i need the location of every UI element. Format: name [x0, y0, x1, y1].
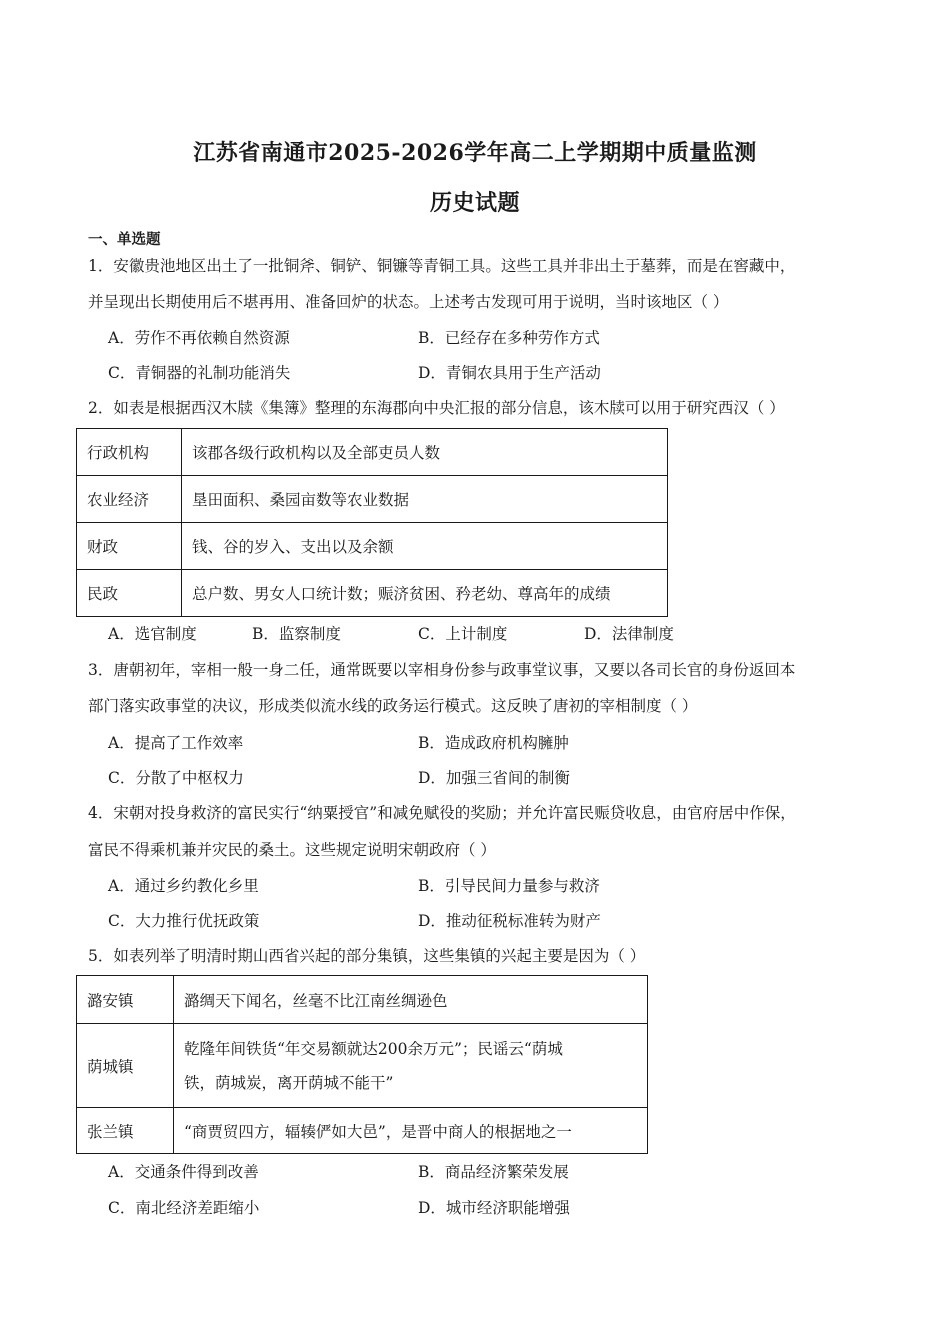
q3-option-d: D．加强三省间的制衡: [418, 769, 570, 787]
question-2-line-1: 2．如表是根据西汉木牍《集簿》整理的东海郡向中央汇报的部分信息，该木牍可以用于研究西汉（ ）: [88, 399, 785, 417]
table-cell-content: 该郡各级行政机构以及全部吏员人数: [182, 429, 668, 476]
q4-option-b: B．引导民间力量参与救济: [418, 877, 600, 895]
q1-option-d: D．青铜农具用于生产活动: [418, 364, 601, 382]
table-cell-content: 垦田面积、桑园亩数等农业数据: [182, 476, 668, 523]
table-row: [77, 523, 668, 570]
table-row: [77, 976, 648, 1024]
q2-option-a: A．选官制度: [108, 625, 197, 643]
q2-option-b: B．监察制度: [252, 625, 341, 643]
page-subtitle: 历史试题: [429, 190, 520, 216]
table-cell-content: 总户数、男女人口统计数；赈济贫困、矜老幼、尊高年的成绩: [182, 570, 668, 617]
q5-option-d: D．城市经济职能增强: [418, 1199, 570, 1217]
table-row: [77, 476, 668, 523]
table-cell-content: [174, 1024, 648, 1108]
question-1-line-1: 1．安徽贵池地区出土了一批铜斧、铜铲、铜镰等青铜工具。这些工具并非出土于墓葬，而是在窖藏中，: [88, 257, 796, 275]
table-cell-label: 行政机构: [77, 429, 182, 476]
question-4-line-2: 富民不得乘机兼并灾民的桑土。这些规定说明宋朝政府（ ）: [88, 841, 496, 859]
table-row: [77, 1108, 648, 1154]
table-cell-content: 钱、谷的岁入、支出以及余额: [182, 523, 668, 570]
question-5-line-1: 5．如表列举了明清时期山西省兴起的部分集镇，这些集镇的兴起主要是因为（ ）: [88, 947, 646, 965]
table-row: [77, 1024, 648, 1108]
q4-option-c: C．大力推行优抚政策: [108, 912, 260, 930]
table-cell-line: 乾隆年间铁货“年交易额就达200余万元”；民谣云“荫城: [184, 1039, 563, 1058]
question-3-line-2: 部门落实政事堂的决议，形成类似流水线的政务运行模式。这反映了唐初的宰相制度（ ）: [88, 697, 698, 715]
q2-option-c: C．上计制度: [418, 625, 508, 643]
page-title: 江苏省南通市2025-2026学年高二上学期期中质量监测: [193, 140, 757, 166]
table-row: [77, 570, 668, 617]
question-4-line-1: 4．宋朝对投身救济的富民实行“纳粟授官”和减免赋役的奖励；并允许富民赈贷收息，由官府居中作保，: [88, 804, 796, 822]
table-cell-label: 农业经济: [77, 476, 182, 523]
table-row: [77, 429, 668, 476]
q5-option-b: B．商品经济繁荣发展: [418, 1163, 569, 1181]
table-cell-line: 铁，荫城炭，离开荫城不能干”: [184, 1073, 394, 1092]
q4-option-d: D．推动征税标准转为财产: [418, 912, 601, 930]
q3-option-c: C．分散了中枢权力: [108, 769, 244, 787]
q2-option-d: D．法律制度: [584, 625, 674, 643]
table-cell-label: 张兰镇: [77, 1108, 174, 1154]
q5-option-a: A．交通条件得到改善: [108, 1163, 259, 1181]
section-heading: 一、单选题: [88, 231, 161, 248]
q1-option-c: C．青铜器的礼制功能消失: [108, 364, 291, 382]
q4-option-a: A．通过乡约教化乡里: [108, 877, 259, 895]
q1-option-b: B．已经存在多种劳作方式: [418, 329, 600, 347]
q1-option-a: A．劳作不再依赖自然资源: [108, 329, 290, 347]
table-cell-label: 潞安镇: [77, 976, 174, 1024]
question-3-line-1: 3．唐朝初年，宰相一般一身二任，通常既要以宰相身份参与政事堂议事，又要以各司长官的身份返回本: [88, 661, 796, 679]
q3-option-b: B．造成政府机构臃肿: [418, 734, 569, 752]
question-5-table: [76, 975, 648, 1154]
table-cell-content: “商贾贸四方，辐辏俨如大邑”，是晋中商人的根据地之一: [174, 1108, 648, 1154]
table-cell-label: 荫城镇: [77, 1024, 174, 1108]
question-2-table: [76, 428, 668, 617]
table-cell-content: 潞绸天下闻名，丝毫不比江南丝绸逊色: [174, 976, 648, 1024]
question-1-line-2: 并呈现出长期使用后不堪再用、准备回炉的状态。上述考古发现可用于说明，当时该地区（ ）: [88, 293, 729, 311]
q3-option-a: A．提高了工作效率: [108, 734, 244, 752]
table-cell-label: 财政: [77, 523, 182, 570]
q5-option-c: C．南北经济差距缩小: [108, 1199, 260, 1217]
table-cell-label: 民政: [77, 570, 182, 617]
